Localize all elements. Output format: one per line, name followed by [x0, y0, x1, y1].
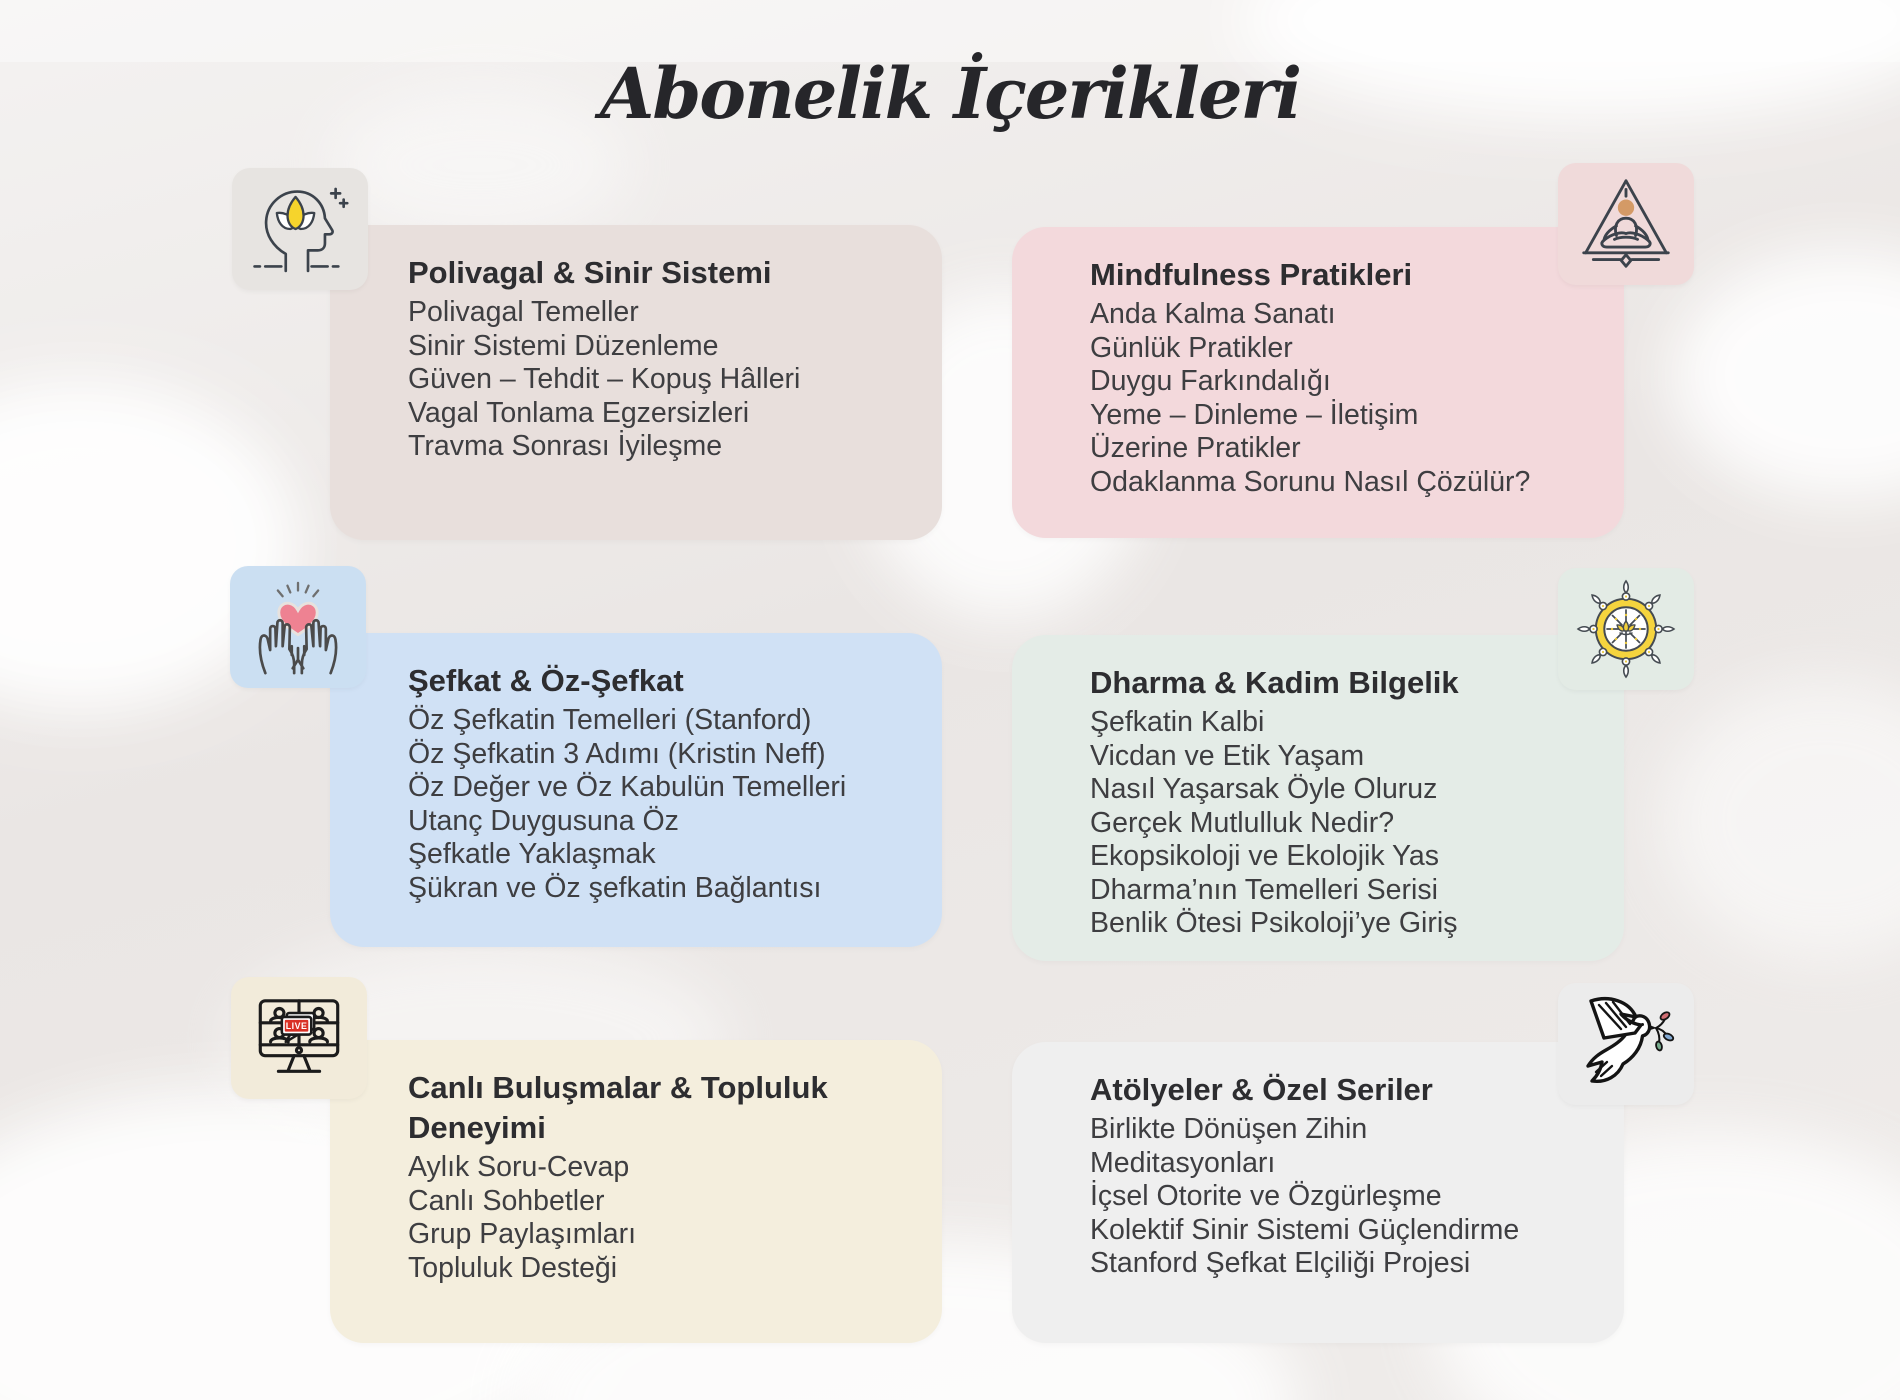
cloud: [1670, 250, 1900, 500]
list-item: Dharma’nın Temelleri Serisi: [1090, 873, 1438, 906]
list-item: Şükran ve Öz şefkatin Bağlantısı: [408, 871, 822, 904]
page-title: Abonelik İçerikleri: [600, 52, 1300, 135]
list-item: Polivagal Temeller: [408, 296, 639, 328]
list-item: İçsel Otorite ve Özgürleşme: [1090, 1180, 1442, 1212]
list-item: Şefkatle Yaklaşmak: [408, 838, 656, 870]
list-item: Şefkatin Kalbi: [1090, 706, 1265, 738]
list-item: Gerçek Mutlulluk Nedir?: [1090, 806, 1395, 839]
live-meeting-icon-tile: [231, 977, 367, 1099]
list-item: Vagal Tonlama Egzersizleri: [408, 396, 750, 429]
list-item: Öz Şefkatin 3 Adımı (Kristin Neff): [408, 737, 826, 770]
dharma-wheel-icon: [1576, 579, 1676, 679]
card-title: Şefkat & Öz-Şefkat: [408, 663, 684, 698]
list-item: Canlı Sohbetler: [408, 1184, 605, 1217]
card-atolyeler-ozel-seriler: [1012, 1042, 1624, 1343]
list-item: Sinir Sistemi Düzenleme: [408, 329, 719, 362]
card-title: Polivagal & Sinir Sistemi: [408, 255, 772, 290]
list-item: Güven – Tehdit – Kopuş Hâlleri: [408, 363, 801, 395]
cloud: [1660, 680, 1900, 960]
list-item: Öz Şefkatin Temelleri (Stanford): [408, 704, 812, 736]
list-item: Kolektif Sinir Sistemi Güçlendirme: [1090, 1213, 1520, 1246]
list-item: Duygu Farkındalığı: [1090, 365, 1331, 397]
head-lotus-icon: [251, 184, 349, 274]
list-item: Ekopsikoloji ve Ekolojik Yas: [1090, 840, 1440, 872]
live-badge-label: LIVE: [285, 1021, 308, 1032]
live-meeting-icon: [250, 989, 348, 1087]
card-title: Mindfulness Pratikleri: [1090, 257, 1413, 292]
dove-icon: [1576, 994, 1676, 1094]
list-item: Utanç Duygusuna Öz: [408, 804, 679, 837]
list-item: Benlik Ötesi Psikoloji’ye Giriş: [1090, 907, 1458, 939]
list-item: Topluluk Desteği: [408, 1251, 618, 1284]
list-item: Travma Sonrası İyileşme: [408, 430, 723, 462]
card-title: Atölyeler & Özel Seriler: [1090, 1072, 1433, 1107]
card-sefkat-oz-sefkat: [330, 633, 942, 947]
list-item: Günlük Pratikler: [1090, 331, 1293, 364]
card-mindfulness-pratikleri: [1012, 227, 1624, 538]
card-title: Dharma & Kadim Bilgelik: [1090, 665, 1459, 700]
list-item: Meditasyonları: [1090, 1146, 1276, 1179]
hands-heart-icon: [250, 579, 346, 675]
card-canli-bulusmalar-topluluk: [330, 1040, 942, 1343]
card-dharma-kadim-bilgelik: [1012, 635, 1624, 961]
dharma-wheel-icon-tile: [1558, 568, 1694, 690]
list-item: Odaklanma Sorunu Nasıl Çözülür?: [1090, 465, 1531, 498]
list-item: Birlikte Dönüşen Zihin: [1090, 1113, 1368, 1145]
list-item: Vicdan ve Etik Yaşam: [1090, 739, 1365, 772]
list-item: Nasıl Yaşarsak Öyle Oluruz: [1090, 773, 1438, 805]
list-item: Stanford Şefkat Elçiliği Projesi: [1090, 1247, 1471, 1279]
card-polivagal-sinir-sistemi: [330, 225, 942, 540]
hands-heart-icon-tile: [230, 566, 366, 688]
meditation-icon-tile: [1558, 163, 1694, 285]
list-item: Öz Değer ve Öz Kabulün Temelleri: [408, 771, 847, 803]
head-lotus-icon-tile: [232, 168, 368, 290]
dove-icon-tile: [1558, 983, 1694, 1105]
list-item: Anda Kalma Sanatı: [1090, 298, 1336, 330]
meditation-icon: [1578, 176, 1674, 272]
list-item: Yeme – Dinleme – İletişim: [1090, 398, 1419, 431]
card-title: Canlı Buluşmalar & Topluluk Deneyimi: [408, 1070, 828, 1145]
list-item: Üzerine Pratikler: [1090, 432, 1301, 464]
list-item: Aylık Soru-Cevap: [408, 1151, 630, 1183]
list-item: Grup Paylaşımları: [408, 1218, 637, 1250]
